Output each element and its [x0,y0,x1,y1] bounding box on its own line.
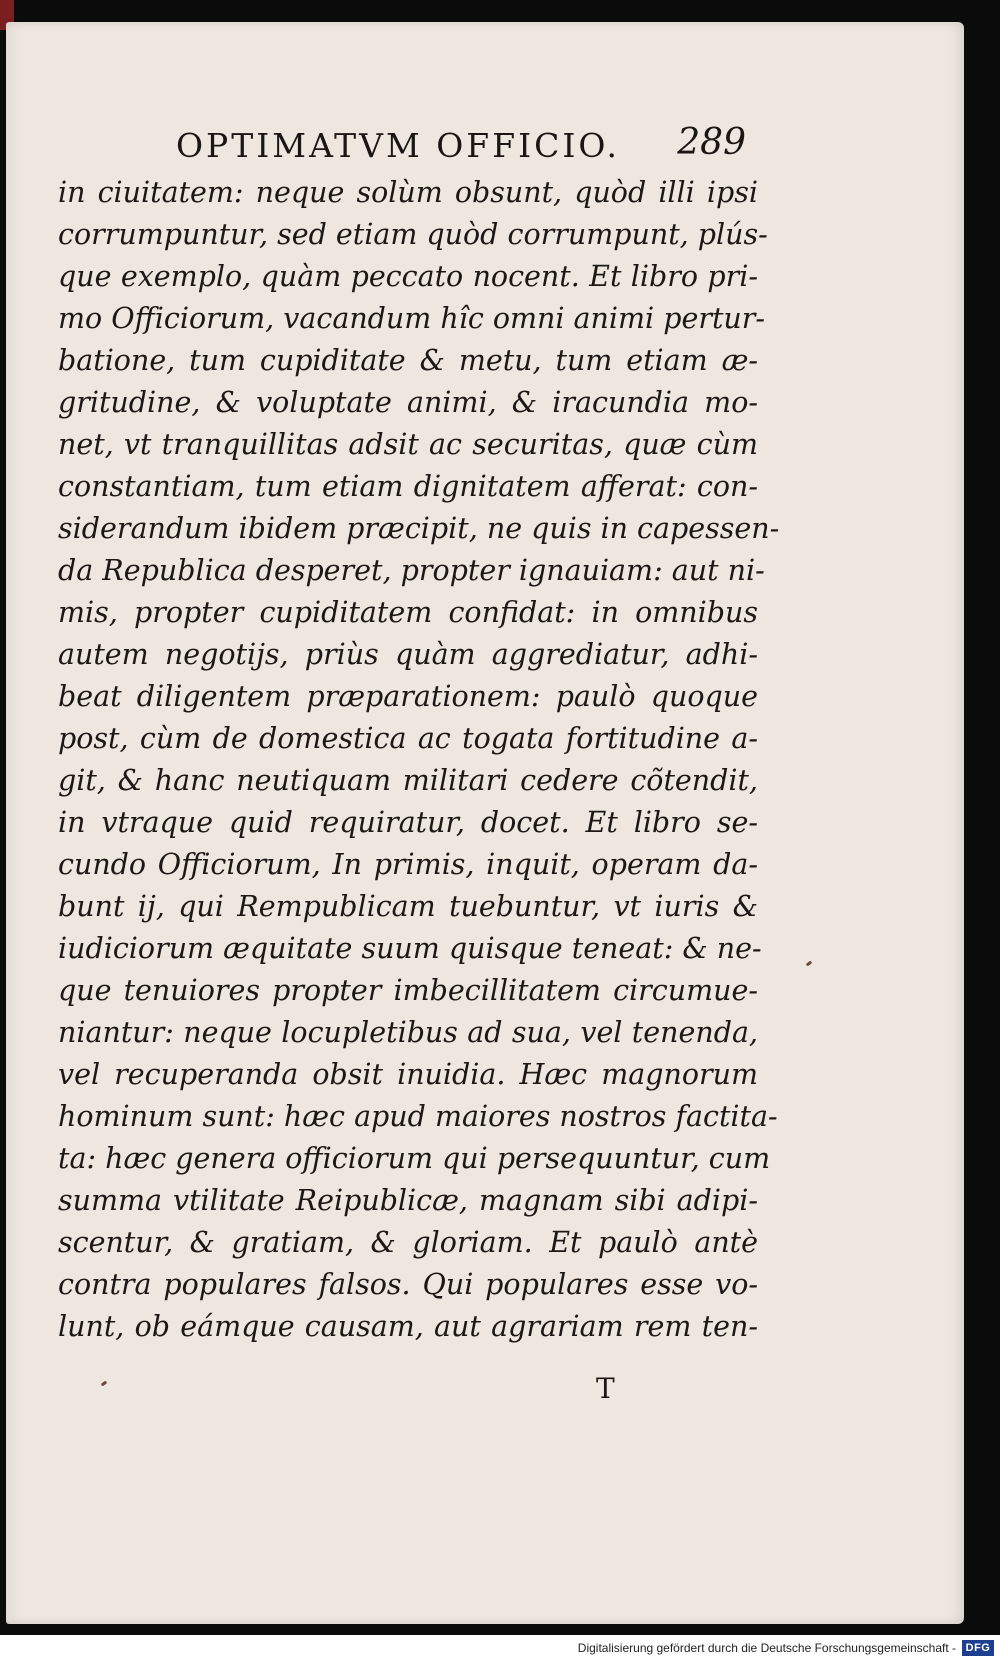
text-line: post, cùm de domestica ac togata fortitudine a- [58,722,758,755]
text-line: beat diligentem præparationem: paulò quoque [58,680,758,713]
text-line: cundo Officiorum, In primis, inquit, operam da- [58,848,758,881]
page-number: 289 [677,122,746,163]
text-line: git, & hanc neutiquam militari cedere cõtendit, [58,764,758,797]
paper-speck [101,1381,108,1387]
paper-speck [806,961,813,967]
text-line: iudiciorum æquitate suum quisque teneat: & ne- [58,932,762,965]
text-line: mis, propter cupiditatem confidat: in omnibus [58,596,758,629]
text-line: batione, tum cupiditate & metu, tum etiam æ- [58,344,758,377]
dfg-logo-icon: DFG [962,1640,994,1656]
text-line: lunt, ob eámque causam, aut agrariam rem ten- [58,1310,758,1343]
text-line: niantur: neque locupletibus ad sua, vel tenenda, [58,1016,758,1049]
running-head [176,122,746,172]
text-line: ta: hæc genera officiorum qui persequuntur, cum [58,1142,771,1175]
text-line: autem negotijs, priùs quàm aggrediatur, adhi- [58,638,758,671]
text-line: que exemplo, quàm peccato nocent. Et libro pri- [58,260,758,293]
running-head-title: OPTIMATVM OFFICIO. [176,126,621,165]
text-line: bunt ij, qui Rempublicam tuebuntur, vt iuris & [58,890,758,923]
digitization-footer [0,1635,1000,1663]
text-line: in ciuitatem: neque solùm obsunt, quòd illi ipsi [58,176,758,209]
text-line: scentur, & gratiam, & gloriam. Et paulò antè [58,1226,758,1259]
text-line: que tenuiores propter imbecillitatem circumue- [58,974,758,1007]
text-line: hominum sunt: hæc apud maiores nostros factita- [58,1100,778,1133]
text-line: mo Officiorum, vacandum hîc omni animi pertur- [58,302,766,335]
text-line: constantiam, tum etiam dignitatem afferat: con- [58,470,758,503]
text-line: vel recuperanda obsit inuidia. Hæc magnorum [58,1058,758,1091]
text-line: da Republica desperet, propter ignauiam: aut ni- [58,554,765,587]
text-line: corrumpuntur, sed etiam quòd corrumpunt, plús- [58,218,768,251]
funding-credit: Digitalisierung gefördert durch die Deutsche Forschungsgemeinschaft - [577,1641,956,1655]
body-text [58,172,780,1348]
text-line: gritudine, & voluptate animi, & iracundia mo- [58,386,758,419]
text-line: in vtraque quid requiratur, docet. Et libro se- [58,806,758,839]
text-line: siderandum ibidem præcipit, ne quis in capessen- [58,512,780,545]
book-page [6,22,964,1624]
signature-mark: T [596,1372,615,1405]
text-line: contra populares falsos. Qui populares esse vo- [58,1268,758,1301]
text-line: summa vtilitate Reipublicæ, magnam sibi adipi- [58,1184,758,1217]
text-line: net, vt tranquillitas adsit ac securitas, quæ cùm [58,428,758,461]
